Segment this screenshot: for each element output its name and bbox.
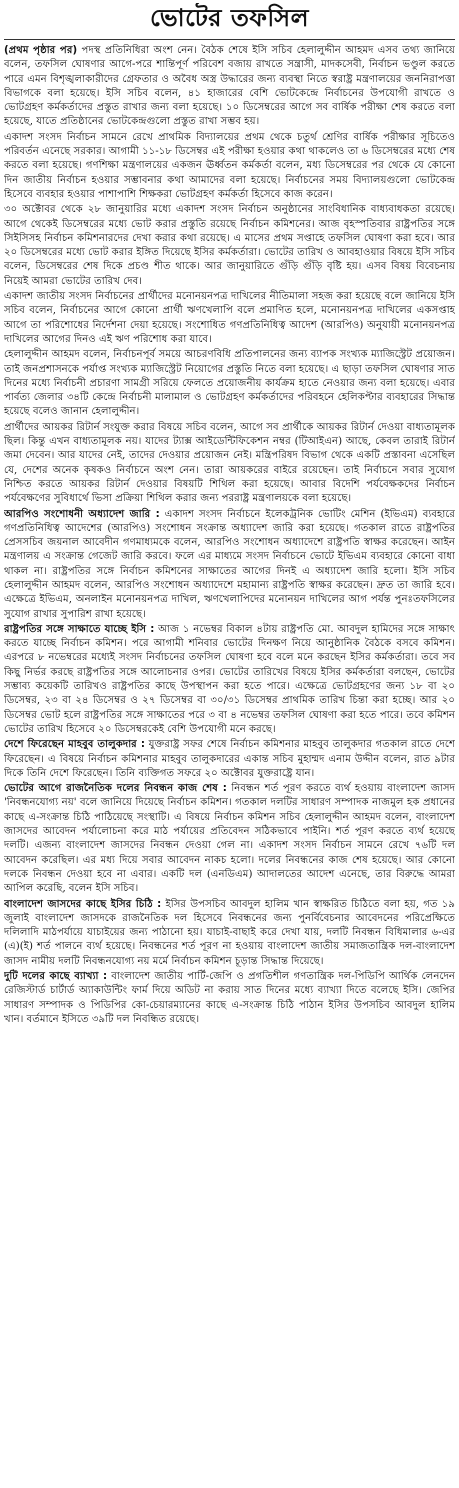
paragraph-text: ৩০ অক্টোবর থেকে ২৮ জানুয়ারির মধ্যে একাদশ সংসদ নির্বাচন অনুষ্ঠানের সাংবিধানিক বাধ্যবাধকতা রয়েছে। আগে থেকেই ডিসেম্বরের মধ্যে ভোট করার প্রস্তুতি রয়েছে নির্বাচন কমিশনের। আজ বৃহস্পতিবার রাষ্ট্রপতির সঙ্গে সিইসিসহ নির্বাচন কমিশনারদের দেখা করার কথা রয়েছে। এ মাসের প্রথম সপ্তাহে তফসিল ঘোষণা করা হবে। আর ২০ ডিসেম্বরের মধ্যে ভোট করার ইঙ্গিত দিয়েছে ইসির কর্মকর্তারা। ভোটের তারিখ ও আবহাওয়ার বিষয়ে ইসি সচিব বলেন, ডিসেম্বরের শেষ দিকে প্রচণ্ড শীত থাকে। আর জানুয়ারিতে গুঁড়ি গুঁড়ি বৃষ্টি হয়। এসব বিষয় বিবেচনায় নিয়েই আমরা ভোটের তারিখ দেব। xyxy=(4,204,455,287)
article-paragraph xyxy=(4,970,455,1027)
article-paragraph xyxy=(4,508,455,622)
paragraph-text: আজ ১ নভেম্বর বিকাল ৪টায় রাষ্ট্রপতি মো. আবদুল হামিদের সঙ্গে সাক্ষাৎ করতে যাচ্ছে নির্বাচন কমিশন। পরে আগামী শনিবার ভোটের দিনক্ষণ নিয়ে আনুষ্ঠানিক বৈঠকে বসবে কমিশন। এরপরে ৮ নভেম্বরের মধ্যেই সংসদ নির্বাচনের তফসিল ঘোষণা হবে বলে মনে করছেন ইসির কর্মকর্তারা। তবে সব কিছু নির্ভর করছে রাষ্ট্রপতির সঙ্গে আলোচনার ওপর। ভোটের তারিখের বিষয়ে ইসির কর্মকর্তারা বলছেন, ভোটের সম্ভাব্য কয়েকটি তারিখও রাষ্ট্রপতির কাছে উপস্থাপন করা হতে পারে। এক্ষেত্রে ভোটগ্রহণের জন্য ১৮ বা ২০ ডিসেম্বর, ২৩ বা ২৪ ডিসেম্বর ও ২৭ ডিসেম্বর বা ৩০/৩১ ডিসেম্বর প্রাথমিক তারিখ চিন্তা করা হচ্ছে। আর ২০ ডিসেম্বর ভোট হলে রাষ্ট্রপতির সঙ্গে সাক্ষাতের পরে ৩ বা ৪ নভেম্বর তফসিল ঘোষণা করা হতে পারে। তবে কমিশন ভোটের তারিখ হিসেবে ২০ ডিসেম্বরকেই বেশি উপযোগী মনে করছে। xyxy=(4,623,455,735)
article-paragraph xyxy=(4,738,455,781)
paragraph-text: একাদশ সংসদ নির্বাচন সামনে রেখে প্রাথমিক বিদ্যালয়ের প্রথম থেকে চতুর্থ শ্রেণির বার্ষিক পরীক্ষার সূচিতেও পরিবর্তন এনেছে সরকার। আগামী ১১-১৮ ডিসেম্বর এই পরীক্ষা হওয়ার কথা থাকলেও তা ৬ ডিসেম্বরের মধ্যে শেষ করতে বলা হয়েছে। গণশিক্ষা মন্ত্রণালয়ের একজন ঊর্ধ্বতন কর্মকর্তা বলেন, মধ্য ডিসেম্বরের পর থেকে যে কোনো দিন জাতীয় নির্বাচন হওয়ার সম্ভাবনার কথা আমাদের বলা হয়েছে। নির্বাচনের সময় বিদ্যালয়গুলো ভোটকেন্দ্র হিসেবে ব্যবহার হওয়ার পাশাপাশি শিক্ষকরা ভোটগ্রহণ কর্মকর্তা হিসেবে কাজ করেন। xyxy=(4,131,455,200)
subheading: দুটি দলের কাছে ব্যাখ্যা : xyxy=(4,971,108,982)
paragraph-text: প্রার্থীদের আয়কর রিটার্ন সংযুক্ত করার বিষয়ে সচিব বলেন, আগে সব প্রার্থীকে আয়কর রিটার্ন দেওয়া বাধ্যতামূলক ছিল। কিন্তু এখন বাধ্যতামূলক নয়। যাদের ট্যাক্স আইডেন্টিফিকেশন নম্বর (টিআইএন) আছে, কেবল তারাই রিটার্ন জমা দেবেন। আর যাদের নেই, তাদের দেওয়ার প্রয়োজন নেই। মন্ত্রিপরিষদ বিভাগ থেকে একটি প্রস্তাবনা এসেছিল যে, দেশের অনেক কৃষকও নির্বাচনে অংশ নেন। তারা আয়করের বাইরে রয়েছেন। তাই নির্বাচনে সবার সুযোগ নিশ্চিত করতে আয়কর রিটার্ন দেওয়ার বিষয়টি শিথিল করা হয়েছে। আবার বিদেশি পর্যবেক্ষকদের নির্বাচন পর্যবেক্ষণের সুবিধার্থে ভিসা প্রক্রিয়া শিথিল করার জন্য পররাষ্ট্র মন্ত্রণালয়কে বলা হয়েছে। xyxy=(4,421,455,505)
paragraph-text: যুক্তরাষ্ট্র সফর শেষে নির্বাচন কমিশনার মাহবুব তালুকদার গতকাল রাতে দেশে ফিরেছেন। এ বিষয়ে নির্বাচন কমিশনার মাহবুব তালুকদারের একান্ত সচিব মুহাম্মদ এনাম উদ্দীন বলেন, রাত ৯টার দিকে তিনি দেশে ফিরেছেন। তিনি ব্যক্তিগত সফরে ২০ অক্টোবর যুক্তরাষ্ট্রে যান। xyxy=(4,739,455,779)
paragraph-text: হেলালুদ্দীন আহমদ বলেন, নির্বাচনপূর্ব সময়ে আচরণবিধি প্রতিপালনের জন্য ব্যাপক সংখ্যক ম্যাজিস্ট্রেট প্রয়োজন। তাই জনপ্রশাসনকে পর্যাপ্ত সংখ্যক ম্যাজিস্ট্রেট নিয়োগের প্রস্তুতি নিতে বলা হয়েছে। এ ছাড়া তফসিল ঘোষণার সাত দিনের মধ্যে নির্বাচনী প্রচারণা সামগ্রী সরিয়ে ফেলতে প্রয়োজনীয় কার্যক্রম হাতে নেওয়ার জন্য বলা হয়েছে। এবার পার্বত্য জেলার ৩৪টি কেন্দ্রে নির্বাচনী মালামাল ও ভোটগ্রহণ কর্মকর্তাদের পরিবহনে হেলিকপ্টার ব্যবহারের সিদ্ধান্ত হয়েছে বলেও জানান হেলালুদ্দীন। xyxy=(4,349,455,418)
paragraph-text: ইসির উপসচিব আবদুল হালিম খান স্বাক্ষরিত চিঠিতে বলা হয়, গত ১৯ জুলাই বাংলাদেশ জাসদকে রাজনৈতিক দল হিসেবে নিবন্ধনের জন্য পুনর্বিবেচনার আবেদনের পরিপ্রেক্ষিতে দলিলাদি মাঠপর্যায়ে যাচাইয়ের জন্য পাঠানো হয়। যাচাই-বাছাই করে দেখা যায়, দলটি নিবন্ধন বিধিমালার ৬-এর (এ)(ই) শর্ত পালনে ব্যর্থ হয়েছে। নিবন্ধনের শর্ত পূরণ না হওয়ায় বাংলাদেশ জাতীয় সমাজতান্ত্রিক দল-বাংলাদেশ জাসদ নামীয় দলটি নিবন্ধনযোগ্য নয় মর্মে নির্বাচন কমিশন চূড়ান্ত সিদ্ধান্ত দিয়েছে। xyxy=(4,898,455,967)
subheading: রাষ্ট্রপতির সঙ্গে সাক্ষাতে যাচ্ছে ইসি : xyxy=(4,623,155,635)
subheading: দেশে ফিরেছেন মাহবুব তালুকদার : xyxy=(4,739,145,751)
article-paragraph xyxy=(4,44,455,130)
article-paragraph xyxy=(4,131,455,202)
article-paragraph xyxy=(4,623,455,737)
subheading: বাংলাদেশ জাসদের কাছে ইসির চিঠি : xyxy=(4,898,162,910)
subheading: আরপিও সংশোধনী অধ্যাদেশ জারি : xyxy=(4,508,160,520)
paragraph-text: একাদশ জাতীয় সংসদ নির্বাচনের প্রার্থীদের মনোনয়নপত্র দাখিলের নীতিমালা সহজ করা হয়েছে বলে জানিয়ে ইসি সচিব বলেন, নির্বাচনের আগে কোনো প্রার্থী ঋণখেলাপি বলে প্রমাণিত হলে, মনোনয়নপত্র দাখিলের একসপ্তাহ আগে তা পরিশোধের নির্দেশনা দেয়া হয়েছে। সংশোধিত গণপ্রতিনিধিত্ব আদেশ (আরপিও) অনুযায়ী মনোনয়নপত্র দাখিলের আগের দিনও এই ঋণ পরিশোধ করা যাবে। xyxy=(4,291,455,345)
article-headline: ভোটের তফসিল xyxy=(149,4,309,32)
paragraph-text: বাংলাদেশ জাতীয় পার্টি-জেপি ও প্রগতিশীল গণতান্ত্রিক দল-পিডিপি আর্থিক লেনদেন রেজিস্টার্ড চার্টার্ড অ্যাকাউন্টিং ফার্ম দিয়ে অডিট না করায় সাত দিনের মধ্যে ব্যাখ্যা দিতে বলেছে ইসি। জেপির সাধারণ সম্পাদক ও পিডিপির কো-চেয়ারম্যানের কাছে এ-সংক্রান্ত চিঠি পাঠান ইসির উপসচিব আবদুল হালিম খান। বর্তমানে ইসিতে ৩৯টি দল নিবন্ধিত রয়েছে। xyxy=(4,971,455,1025)
continuation-marker: (প্রথম পৃষ্ঠার পর) xyxy=(4,45,78,56)
paragraph-text: নিবন্ধন শর্ত পূরণ করতে ব্যর্থ হওয়ায় বাংলাদেশ জাসদ 'নিবন্ধনযোগ্য নয়' বলে জানিয়ে দিয়েছে নির্বাচন কমিশন। গতকাল দলটির সাধারণ সম্পাদক নাজমুল হক প্রধানের কাছে এ-সংক্রান্ত চিঠি পাঠিয়েছে সংস্থাটি। এ বিষয়ে নির্বাচন কমিশন সচিব হেলালুদ্দীন আহমদ বলেন, বাংলাদেশ জাসদের আবেদন পর্যালোচনা করে মাঠ পর্যায়ের প্রতিবেদন সঠিকভাবে পাইনি। শর্ত পূরণ করতে ব্যর্থ হয়েছে দলটি। এজন্য বাংলাদেশ জাসদের নিবন্ধন দেওয়া গেল না। একাদশ সংসদ নির্বাচন সামনে রেখে ৭৬টি দল আবেদন করেছিল। এর মধ্য দিয়ে সবার আবেদন নাকচ হলো। দলের নিবন্ধনের কাজ শেষ হয়েছে। আর কোনো দলকে নিবন্ধন দেওয়া হবে না এবার। একটি দল (এনডিএম) আদালতের আদেশ এনেছে, তার বিরুদ্ধে আমরা আপিল করেছি, বলেন ইসি সচিব। xyxy=(4,783,455,895)
article-paragraph xyxy=(4,782,455,896)
headline-divider xyxy=(4,39,455,40)
article-paragraph xyxy=(4,421,455,507)
article-paragraph xyxy=(4,898,455,969)
paragraph-text: পদস্থ প্রতিনিধিরা অংশ নেন। বৈঠক শেষে ইসি সচিব হেলালুদ্দীন আহমদ এসব তথ্য জানিয়ে বলেন, তফসিল ঘোষণার আগে-পরে শান্তিপূর্ণ পরিবেশ বজায় রাখতে সন্ত্রাসী, মাদকসেবী, নির্বাচন ভণ্ডুল করতে পারে এমন বিশৃঙ্খলাকারীদের গ্রেফতার ও অবৈধ অস্ত্র উদ্ধারের জন্য ব্যবস্থা নিতে স্বরাষ্ট্র মন্ত্রণালয়ের জননিরাপত্তা বিভাগকে বলা হয়েছে। ইসি সচিব বলেন, ৪১ হাজারের বেশি ভোটকেন্দ্রে নির্বাচনের উপযোগী রাখতে ও ভোটগ্রহণ কর্মকর্তাদের প্রস্তুত রাখার জন্য বলা হয়েছে। ১০ ডিসেম্বরের আগে সব বার্ষিক পরীক্ষা শেষ করতে বলা হয়েছে, যাতে প্রতিষ্ঠানের ভোটকেন্দ্রগুলো প্রস্তুত রাখা সম্ভব হয়। xyxy=(4,45,455,128)
article-paragraph xyxy=(4,290,455,347)
article-paragraph xyxy=(4,348,455,419)
newspaper-column xyxy=(4,3,455,1482)
article-paragraph xyxy=(4,203,455,289)
article-body xyxy=(4,44,455,1027)
paragraph-text: একাদশ সংসদ নির্বাচনে ইলেকট্রনিক ভোটিং মেশিন (ইভিএম) ব্যবহারে গণপ্রতিনিধিত্ব আদেশের (আরপিও) সংশোধন সংক্রান্ত অধ্যাদেশ জারি করা হয়েছে। গতকাল রাতে রাষ্ট্রপতির প্রেসসচিব জয়নাল আবেদীন গণমাধ্যমকে বলেন, আরপিও সংশোধন অধ্যাদেশে রাষ্ট্রপতি স্বাক্ষর করেছেন। আইন মন্ত্রণালয় এ সংক্রান্ত গেজেট জারি করবে। ফলে এর মাধ্যমে সংসদ নির্বাচনে ভোটে ইভিএম ব্যবহারে কোনো বাধা থাকল না। রাষ্ট্রপতির সঙ্গে নির্বাচন কমিশনের সাক্ষাতের আগের দিনই এ অধ্যাদেশ জারি হলো। ইসি সচিব হেলালুদ্দীন আহমদ বলেন, আরপিও সংশোধন অধ্যাদেশে মহামান্য রাষ্ট্রপতি স্বাক্ষর করেছেন। দ্রুত তা জারি হবে। এক্ষেত্রে ইভিএম, অনলাইন মনোনয়নপত্র দাখিল, ঋণখেলাপিদের মনোনয়ন দাখিলের আগ পর্যন্ত পুনঃতফসিলের সুযোগ রাখার সুপারিশ রাখা হয়েছে। xyxy=(4,508,455,620)
subheading: ভোটের আগে রাজনৈতিক দলের নিবন্ধন কাজ শেষ : xyxy=(4,783,227,795)
